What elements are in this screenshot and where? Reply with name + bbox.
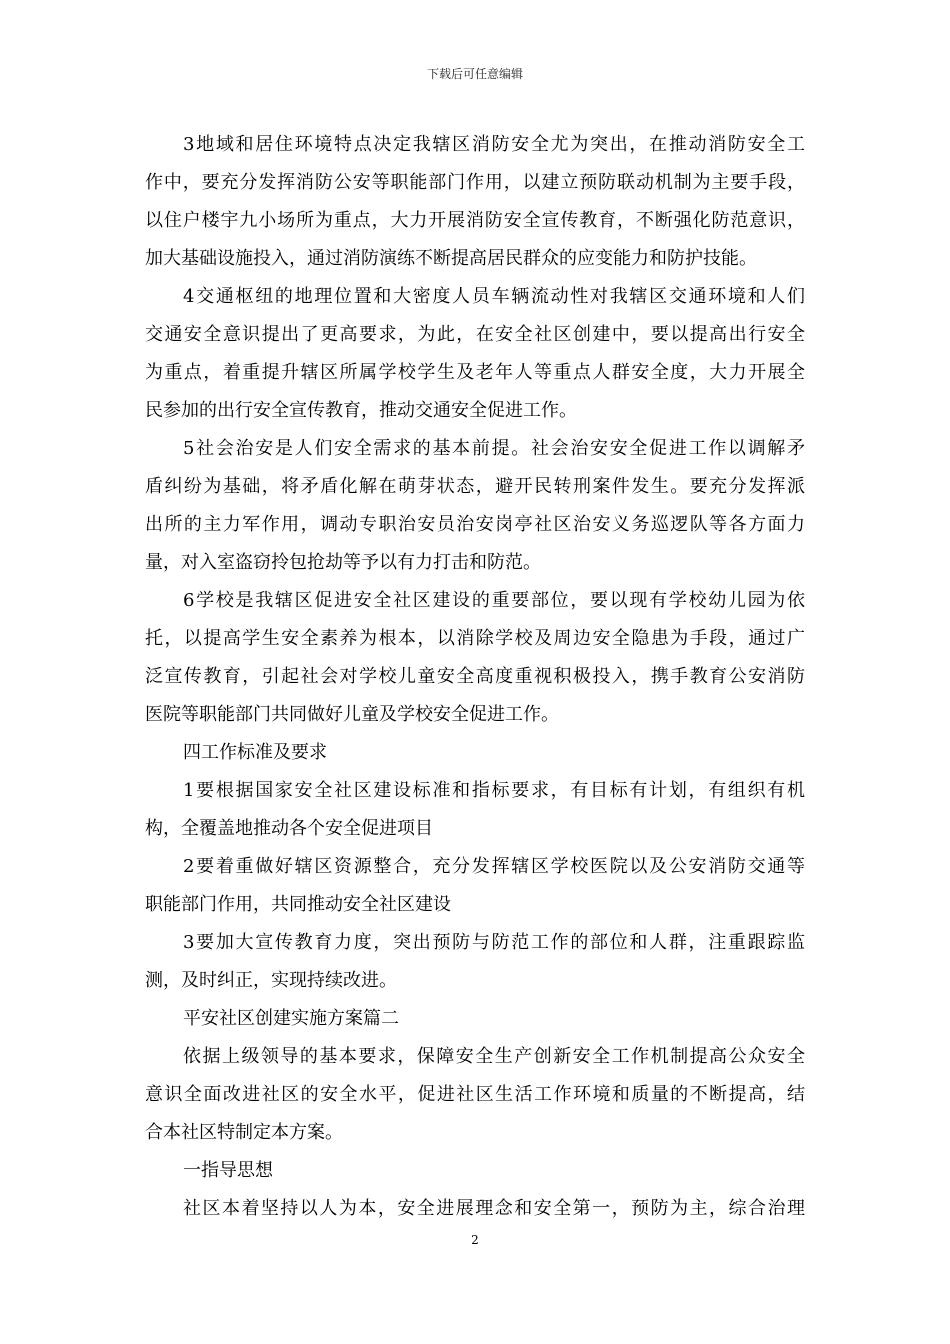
text-line: 量，对入室盗窃拎包抢劫等予以有力打击和防范。	[145, 552, 541, 573]
text-line: 3地域和居住环境特点决定我辖区消防安全尤为突出，在推动消防安全工	[183, 134, 805, 155]
page-number: 2	[471, 1233, 479, 1247]
text-line: 医院等职能部门共同做好儿童及学校安全促进工作。	[145, 704, 559, 725]
text-line: 6学校是我辖区促进安全社区建设的重要部位，要以现有学校幼儿园为依	[183, 590, 805, 611]
text-line: 交通安全意识提出了更高要求，为此，在安全社区创建中，要以提高出行安全	[145, 324, 805, 345]
text-line: 依据上级领导的基本要求，保障安全生产创新安全工作机制提高公众安全	[183, 1046, 805, 1067]
text-line: 1要根据国家安全社区建设标准和指标要求，有目标有计划，有组织有机	[183, 780, 805, 801]
text-line: 民参加的出行安全宣传教育，推动交通安全促进工作。	[145, 400, 577, 421]
text-line: 4交通枢纽的地理位置和大密度人员车辆流动性对我辖区交通环境和人们	[183, 286, 805, 307]
text-line: 盾纠纷为基础，将矛盾化解在萌芽状态，避开民转刑案件发生。要充分发挥派	[145, 476, 805, 497]
text-line: 加大基础设施投入，通过消防演练不断提高居民群众的应变能力和防护技能。	[145, 248, 757, 269]
text-line: 作中，要充分发挥消防公安等职能部门作用，以建立预防联动机制为主要手段，	[145, 172, 805, 193]
text-line: 2要着重做好辖区资源整合，充分发挥辖区学校医院以及公安消防交通等	[183, 856, 805, 877]
document-body	[145, 126, 805, 1228]
text-line: 四工作标准及要求	[183, 742, 327, 763]
text-line: 平安社区创建实施方案篇二	[183, 1008, 399, 1029]
text-line: 3要加大宣传教育力度，突出预防与防范工作的部位和人群，注重跟踪监	[183, 932, 805, 953]
text-line: 意识全面改进社区的安全水平，促进社区生活工作环境和质量的不断提高，结	[145, 1084, 805, 1105]
text-line: 合本社区特制定本方案。	[145, 1122, 343, 1143]
text-line: 以住户楼宇九小场所为重点，大力开展消防安全宣传教育，不断强化防范意识，	[145, 210, 805, 231]
text-line: 社区本着坚持以人为本，安全进展理念和安全第一，预防为主，综合治理	[183, 1198, 805, 1219]
text-line: 测，及时纠正，实现持续改进。	[145, 970, 397, 991]
text-line: 泛宣传教育，引起社会对学校儿童安全高度重视积极投入，携手教育公安消防	[145, 666, 805, 687]
text-line: 5社会治安是人们安全需求的基本前提。社会治安安全促进工作以调解矛	[183, 438, 805, 459]
text-line: 一指导思想	[183, 1160, 273, 1181]
text-line: 托，以提高学生安全素养为根本，以消除学校及周边安全隐患为手段，通过广	[145, 628, 805, 649]
text-line: 构，全覆盖地推动各个安全促进项目	[145, 818, 433, 839]
text-line: 出所的主力军作用，调动专职治安员治安岗亭社区治安义务巡逻队等各方面力	[145, 514, 805, 535]
text-line: 为重点，着重提升辖区所属学校学生及老年人等重点人群安全度，大力开展全	[145, 362, 805, 383]
text-line: 职能部门作用，共同推动安全社区建设	[145, 894, 451, 915]
page-header: 下载后可任意编辑	[426, 67, 523, 81]
